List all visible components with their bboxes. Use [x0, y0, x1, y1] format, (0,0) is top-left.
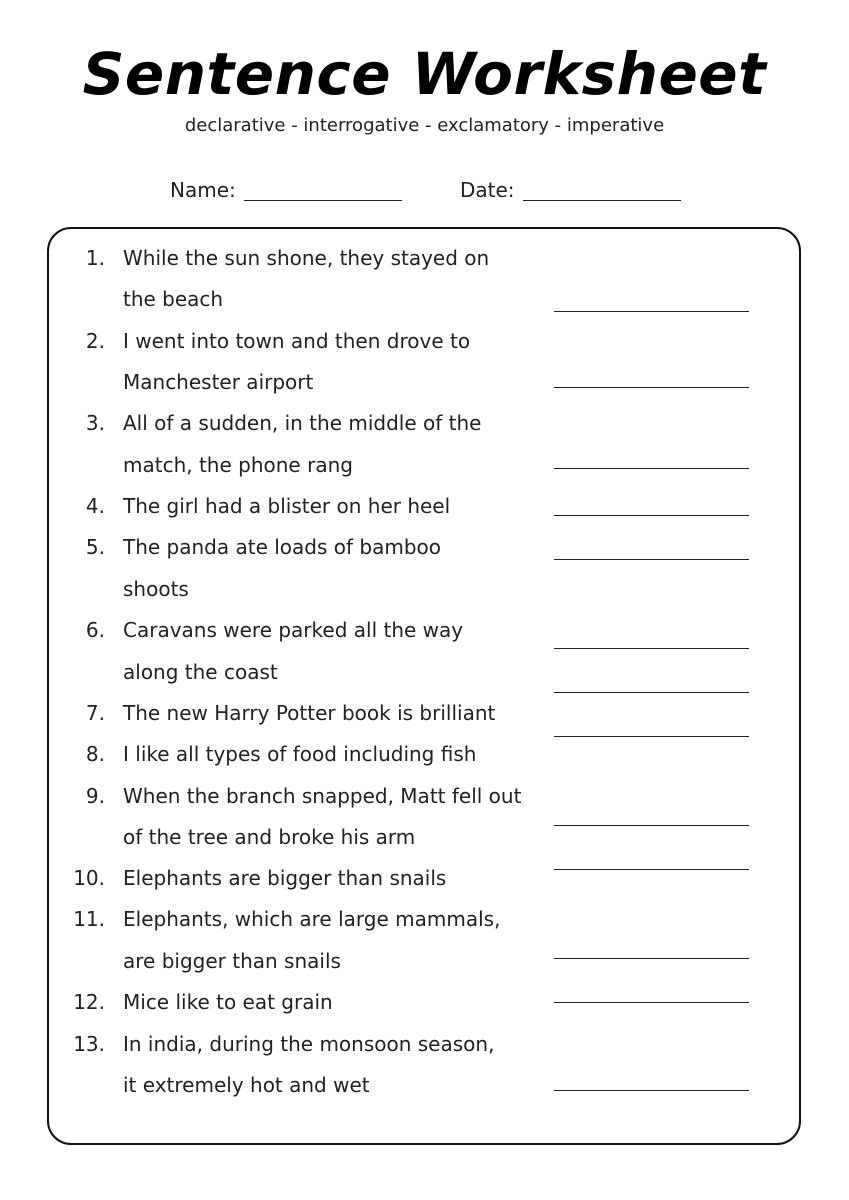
- question-text-line: Manchester airport: [123, 370, 314, 394]
- answer-blank-line[interactable]: [554, 1090, 749, 1091]
- name-field: [170, 178, 402, 202]
- answer-blank-line[interactable]: [554, 958, 749, 959]
- question-text-line: I like all types of food including fish: [123, 742, 477, 766]
- question-number: 8.: [85, 742, 105, 766]
- worksheet-subtitle: declarative - interrogative - exclamatory - imperative: [184, 115, 665, 136]
- question-text-line: The new Harry Potter book is brilliant: [123, 701, 496, 725]
- answer-blank-line[interactable]: [554, 736, 749, 737]
- question-text-line: The panda ate loads of bamboo: [123, 535, 442, 559]
- name-blank-line[interactable]: [244, 182, 402, 201]
- question-number: 12.: [73, 990, 105, 1014]
- question-number: 13.: [73, 1032, 105, 1056]
- answer-blank-line[interactable]: [554, 692, 749, 693]
- date-blank-line[interactable]: [523, 182, 681, 201]
- question-text-line: Caravans were parked all the way: [123, 618, 464, 642]
- question-text-line: When the branch snapped, Matt fell out: [123, 784, 522, 808]
- answer-blank-line[interactable]: [554, 515, 749, 516]
- answer-blank-line[interactable]: [554, 468, 749, 469]
- answer-blank-line[interactable]: [554, 559, 749, 560]
- answer-blank-line[interactable]: [554, 869, 749, 870]
- date-label: Date:: [460, 178, 515, 202]
- question-number: 10.: [73, 866, 105, 890]
- question-text-line: the beach: [123, 287, 224, 311]
- question-number: 6.: [85, 618, 105, 642]
- answer-blank-line[interactable]: [554, 387, 749, 388]
- question-text-line: Elephants are bigger than snails: [123, 866, 447, 890]
- name-label: Name:: [170, 178, 236, 202]
- question-number: 11.: [73, 907, 105, 931]
- question-text-line: match, the phone rang: [123, 453, 353, 477]
- question-number: 5.: [85, 535, 105, 559]
- question-text-line: Mice like to eat grain: [123, 990, 333, 1014]
- question-text-line: All of a sudden, in the middle of the: [123, 411, 482, 435]
- question-text-line: Elephants, which are large mammals,: [123, 907, 501, 931]
- answer-blank-line[interactable]: [554, 311, 749, 312]
- question-text-line: I went into town and then drove to: [123, 329, 471, 353]
- question-number: 4.: [85, 494, 105, 518]
- question-number: 3.: [85, 411, 105, 435]
- answer-blank-line[interactable]: [554, 1002, 749, 1003]
- question-text-line: of the tree and broke his arm: [123, 825, 416, 849]
- question-number: 2.: [85, 329, 105, 353]
- answer-blank-line[interactable]: [554, 825, 749, 826]
- question-number: 1.: [85, 246, 105, 270]
- question-text-line: In india, during the monsoon season,: [123, 1032, 495, 1056]
- question-text-line: The girl had a blister on her heel: [123, 494, 451, 518]
- answer-blank-line[interactable]: [554, 648, 749, 649]
- question-number: 7.: [85, 701, 105, 725]
- worksheet-title: Sentence Worksheet: [82, 40, 767, 108]
- question-text-line: along the coast: [123, 660, 278, 684]
- question-text-line: While the sun shone, they stayed on: [123, 246, 490, 270]
- question-number: 9.: [85, 784, 105, 808]
- question-text-line: shoots: [123, 577, 189, 601]
- question-text-line: it extremely hot and wet: [123, 1073, 370, 1097]
- date-field: [460, 178, 681, 202]
- question-text-line: are bigger than snails: [123, 949, 341, 973]
